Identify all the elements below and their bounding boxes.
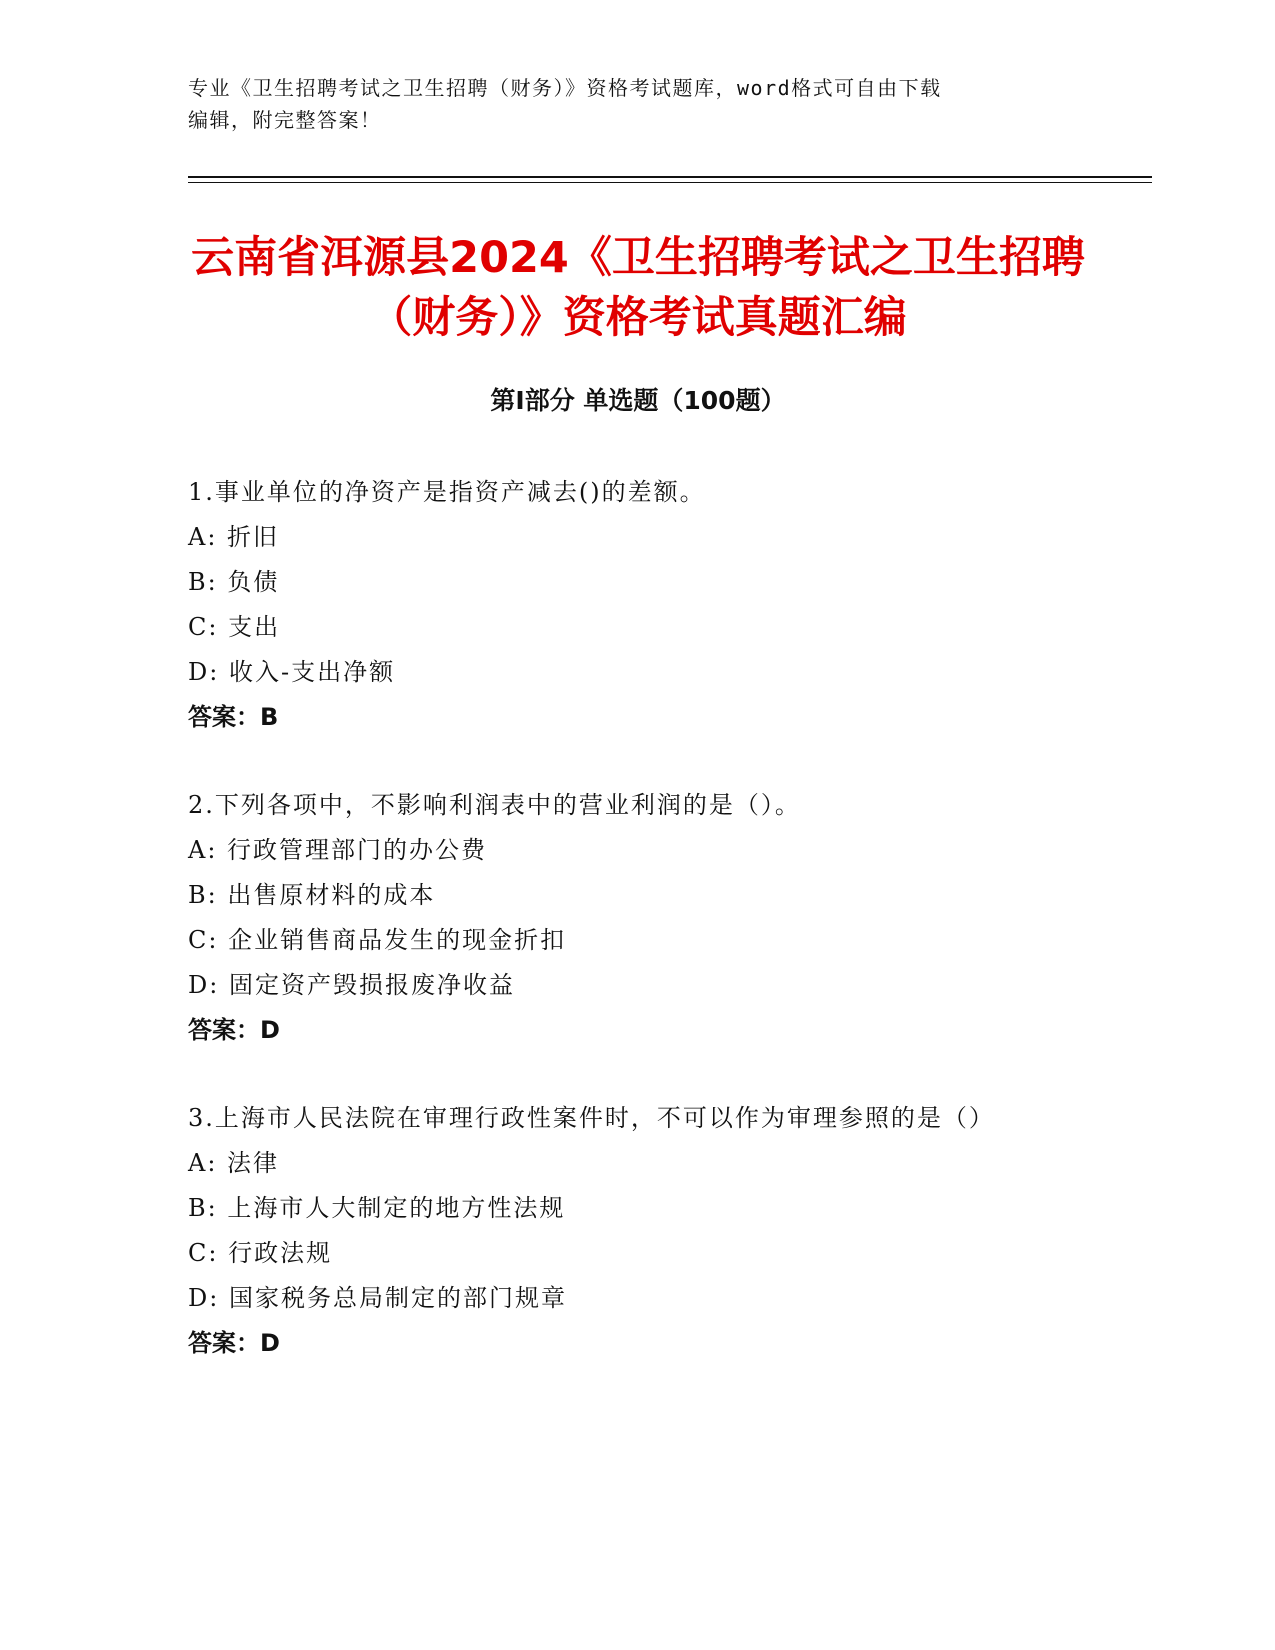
option-d: D: 收入-支出净额 [188,658,396,686]
section-heading: 第Ⅰ部分 单选题（100题） [490,386,786,415]
option-d: D: 国家税务总局制定的部门规章 [188,1284,567,1312]
document-title: 云南省洱源县2024《卫生招聘考试之卫生招聘（财务）》资格考试真题汇编 [191,233,1085,343]
option-c: C: 企业销售商品发生的现金折扣 [188,926,567,954]
question-1 [188,470,1068,740]
option-d: D: 固定资产毁损报废净收益 [188,971,515,999]
answer: 答案：D [188,1016,280,1044]
header-rule-thin [188,182,1152,183]
question-stem: 3.上海市人民法院在审理行政性案件时，不可以作为审理参照的是（） [188,1104,995,1132]
option-a: A: 折旧 [188,523,280,551]
option-b: B: 上海市人大制定的地方性法规 [188,1194,566,1222]
question-3 [188,1096,1068,1366]
question-list [188,470,1068,1409]
option-a: A: 法律 [188,1149,280,1177]
option-b: B: 负债 [188,568,280,596]
option-b: B: 出售原材料的成本 [188,881,436,909]
option-c: C: 支出 [188,613,281,641]
answer: 答案：D [188,1329,280,1357]
question-stem: 1.事业单位的净资产是指资产减去()的差额。 [188,478,706,506]
answer: 答案：B [188,703,279,731]
option-a: A: 行政管理部门的办公费 [188,836,488,864]
question-stem: 2.下列各项中，不影响利润表中的营业利润的是（）。 [188,791,801,819]
option-c: C: 行政法规 [188,1239,333,1267]
header-note: 专业《卫生招聘考试之卫生招聘（财务）》资格考试题库，word格式可自由下载 编辑，附完整答案！ [188,76,942,132]
question-2 [188,783,1068,1053]
header-rule-thick [188,176,1152,178]
